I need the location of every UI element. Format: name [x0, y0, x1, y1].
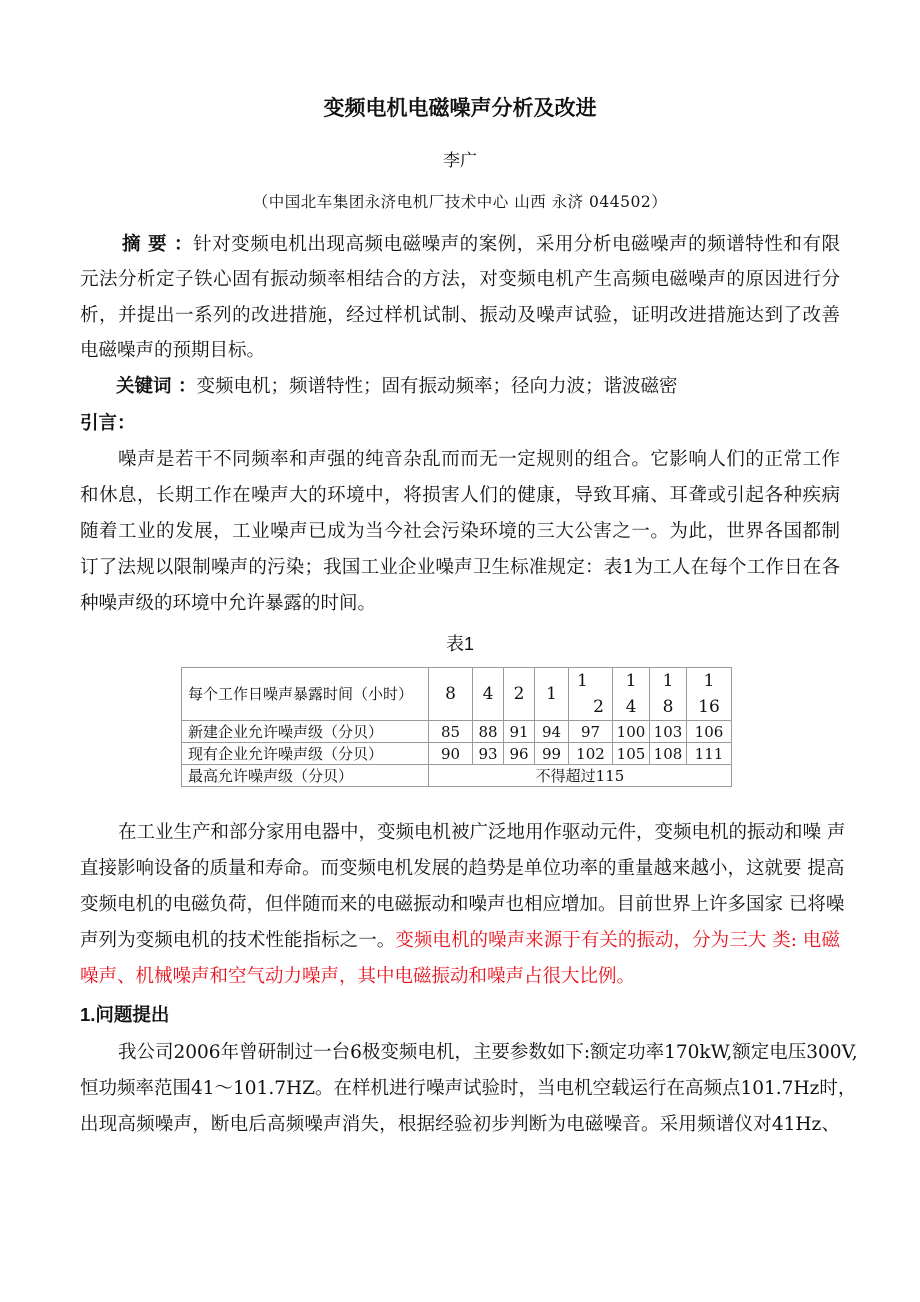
table-row [182, 743, 732, 765]
hours-cell: 1 2 [569, 668, 613, 721]
abstract-line: 摘 要 ：针对变频电机出现高频电磁噪声的案例，采用分析电磁噪声的频谱特性和有限 [122, 234, 840, 255]
hours-cell: 1 [535, 668, 569, 721]
hours-cell: 8 [429, 668, 473, 721]
keywords: 关键词 ：变频电机；频谱特性；固有振动频率；径向力波；谐波磁密 [116, 376, 678, 397]
hours-cell: 1 4 [613, 668, 650, 721]
table-row [182, 765, 732, 787]
header-label-cell: 每个工作日噪声暴露时间（小时） [182, 668, 429, 721]
highlighted-text: 变频电机的噪声来源于有关的振动，分为三大 类: 电磁 [395, 930, 840, 951]
value-cell: 111 [687, 743, 732, 765]
value-cell: 93 [473, 743, 504, 765]
highlighted-text: 噪声、机械噪声和空气动力噪声，其中电磁振动和噪声占很大比例。 [80, 966, 636, 987]
row-label: 最高允许噪声级（分贝） [182, 765, 429, 787]
table-caption: 表1 [445, 634, 474, 654]
author: 李广 [443, 151, 477, 171]
section1-line: 我公司2006年曾研制过一台6极变频电机，主要参数如下:额定功率170kW,额定电压300V, [118, 1042, 858, 1063]
value-cell: 94 [535, 721, 569, 743]
abstract-line: 析，并提出一系列的改进措施，经过样机试制、振动及噪声试验，证明改进措施达到了改善 [80, 305, 840, 326]
max-value-cell: 不得超过115 [429, 765, 732, 787]
section1-line: 恒功频率范围41～101.7HZ。在样机进行噪声试验时，当电机空载运行在高频点101.7Hz时， [80, 1078, 857, 1099]
hours-cell: 1 8 [650, 668, 687, 721]
hours-cell: 1 16 [687, 668, 732, 721]
value-cell: 96 [504, 743, 535, 765]
value-cell: 103 [650, 721, 687, 743]
para2-line: 变频电机的电磁负荷，但伴随而来的电磁振动和噪声也相应增加。目前世界上许多国家 已将噪 [80, 894, 845, 915]
value-cell: 108 [650, 743, 687, 765]
table-row [182, 668, 732, 721]
value-cell: 90 [429, 743, 473, 765]
para2-line: 声列为变频电机的技术性能指标之一。变频电机的噪声来源于有关的振动，分为三大 类: 电磁 [80, 930, 840, 951]
section1-line: 出现高频噪声，断电后高频噪声消失，根据经验初步判断为电磁噪音。采用频谱仪对41Hz、 [80, 1114, 840, 1135]
abstract-label: 摘 要 ： [122, 234, 194, 255]
table-row [182, 721, 732, 743]
intro-line: 噪声是若干不同频率和声强的纯音杂乱而而无一定规则的组合。它影响人们的正常工作 [118, 449, 840, 470]
value-cell: 100 [613, 721, 650, 743]
row-label: 现有企业允许噪声级（分贝） [182, 743, 429, 765]
value-cell: 105 [613, 743, 650, 765]
row-label: 新建企业允许噪声级（分贝） [182, 721, 429, 743]
value-cell: 88 [473, 721, 504, 743]
hours-cell: 2 [504, 668, 535, 721]
affiliation: （中国北车集团永济电机厂技术中心 山西 永济 044502） [252, 193, 668, 211]
intro-line: 和休息，长期工作在噪声大的环境中，将损害人们的健康，导致耳痛、耳聋或引起各种疾病 [80, 485, 840, 506]
intro-line: 种噪声级的环境中允许暴露的时间。 [80, 593, 377, 614]
para2-line: 直接影响设备的质量和寿命。而变频电机发展的趋势是单位功率的重量越来越小，这就要 提高 [80, 858, 845, 879]
hours-cell: 4 [473, 668, 504, 721]
value-cell: 102 [569, 743, 613, 765]
keywords-label: 关键词 ： [116, 376, 197, 397]
intro-line: 随着工业的发展，工业噪声已成为当今社会污染环境的三大公害之一。为此，世界各国都制 [80, 521, 840, 542]
noise-exposure-table [181, 667, 732, 787]
abstract-line: 电磁噪声的预期目标。 [80, 340, 266, 361]
paper-title: 变频电机电磁噪声分析及改进 [323, 95, 597, 120]
abstract-line: 元法分析定子铁心固有振动频率相结合的方法，对变频电机产生高频电磁噪声的原因进行分 [80, 269, 840, 290]
value-cell: 97 [569, 721, 613, 743]
value-cell: 85 [429, 721, 473, 743]
intro-heading: 引言： [80, 413, 136, 434]
value-cell: 99 [535, 743, 569, 765]
value-cell: 106 [687, 721, 732, 743]
intro-line: 订了法规以限制噪声的污染；我国工业企业噪声卫生标准规定：表1为工人在每个工作日在各 [80, 557, 840, 578]
section-heading: 1.问题提出 [80, 1004, 170, 1025]
value-cell: 91 [504, 721, 535, 743]
para2-line: 在工业生产和部分家用电器中，变频电机被广泛地用作驱动元件，变频电机的振动和噪 声 [118, 822, 846, 843]
